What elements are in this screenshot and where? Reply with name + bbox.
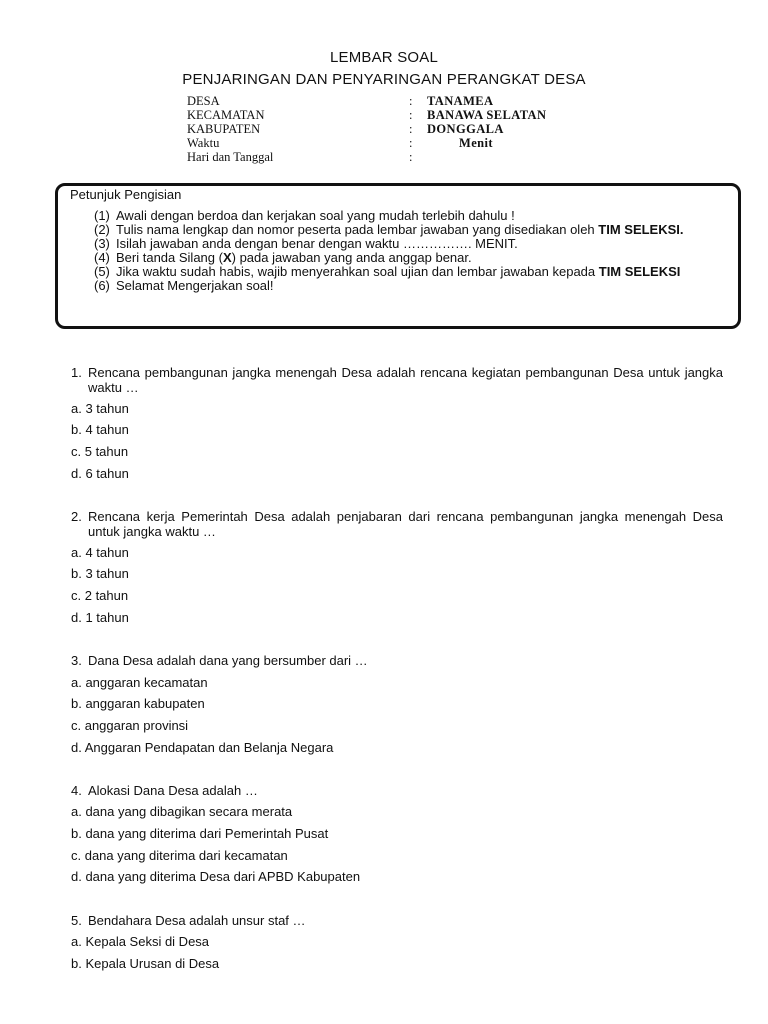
instruction-text: Tulis nama lengkap dan nomor peserta pada lembar jawaban yang disediakan oleh TIM SELEKSI.	[116, 222, 684, 237]
info-row-kecamatan	[187, 108, 607, 122]
instruction-number: (2)	[94, 222, 110, 237]
question-2	[71, 509, 723, 539]
instruction-item	[94, 279, 724, 293]
question-number: 3.	[71, 653, 82, 668]
info-value: BANAWA SELATAN	[427, 108, 547, 122]
info-value: TANAMEA	[427, 94, 494, 108]
instruction-number: (3)	[94, 236, 110, 251]
page-subtitle: PENJARINGAN DAN PENYARINGAN PERANGKAT DESA	[182, 71, 586, 88]
info-colon: :	[409, 150, 413, 164]
info-colon: :	[409, 122, 413, 136]
instructions-list	[94, 209, 724, 293]
info-value: Menit	[459, 136, 493, 150]
option-4b[interactable]: b. dana yang diterima dari Pemerintah Pusat	[71, 826, 329, 841]
option-1d[interactable]: d. 6 tahun	[71, 466, 129, 481]
question-5	[71, 913, 723, 928]
info-colon: :	[409, 94, 413, 108]
info-row-hari-tanggal	[187, 150, 607, 164]
option-2a[interactable]: a. 4 tahun	[71, 545, 129, 560]
instruction-item	[94, 265, 724, 279]
info-label: DESA	[187, 94, 220, 108]
instruction-text: Beri tanda Silang (X) pada jawaban yang anda anggap benar.	[116, 250, 472, 265]
question-text: Rencana kerja Pemerintah Desa adalah penjabaran dari rencana pembangunan jangka menengah Desa untuk jangka waktu …	[88, 509, 723, 539]
instruction-item	[94, 237, 724, 251]
option-2d[interactable]: d. 1 tahun	[71, 610, 129, 625]
instruction-number: (4)	[94, 250, 110, 265]
instruction-item	[94, 251, 724, 265]
option-1a[interactable]: a. 3 tahun	[71, 401, 129, 416]
option-4a[interactable]: a. dana yang dibagikan secara merata	[71, 804, 293, 819]
question-number: 5.	[71, 913, 82, 928]
question-4	[71, 783, 723, 798]
info-row-kabupaten	[187, 122, 607, 136]
option-3a[interactable]: a. anggaran kecamatan	[71, 675, 208, 690]
info-colon: :	[409, 136, 413, 150]
info-label: Waktu	[187, 136, 220, 150]
info-row-desa	[187, 94, 607, 108]
instructions-title: Petunjuk Pengisian	[70, 187, 182, 202]
question-text: Alokasi Dana Desa adalah …	[88, 783, 258, 798]
instruction-text: Awali dengan berdoa dan kerjakan soal yang mudah terlebih dahulu !	[116, 208, 515, 223]
option-3d[interactable]: d. Anggaran Pendapatan dan Belanja Negara	[71, 740, 334, 755]
option-4d[interactable]: d. dana yang diterima Desa dari APBD Kabupaten	[71, 869, 361, 884]
option-4c[interactable]: c. dana yang diterima dari kecamatan	[71, 848, 288, 863]
question-text: Dana Desa adalah dana yang bersumber dari …	[88, 653, 368, 668]
instruction-text: Jika waktu sudah habis, wajib menyerahkan soal ujian dan lembar jawaban kepada TIM SELEKSI	[116, 264, 681, 279]
info-label: Hari dan Tanggal	[187, 150, 274, 164]
question-text: Rencana pembangunan jangka menengah Desa adalah rencana kegiatan pembangunan Desa untuk jangka waktu …	[88, 365, 723, 395]
option-5b[interactable]: b. Kepala Urusan di Desa	[71, 956, 220, 971]
option-5a[interactable]: a. Kepala Seksi di Desa	[71, 934, 210, 949]
info-colon: :	[409, 108, 413, 122]
instruction-number: (1)	[94, 208, 110, 223]
page-title: LEMBAR SOAL	[329, 49, 439, 66]
option-2c[interactable]: c. 2 tahun	[71, 588, 129, 603]
info-label: KECAMATAN	[187, 108, 265, 122]
question-1	[71, 365, 723, 395]
instruction-item	[94, 223, 724, 237]
question-number: 4.	[71, 783, 82, 798]
question-number: 1.	[71, 365, 82, 380]
question-text: Bendahara Desa adalah unsur staf …	[88, 913, 306, 928]
info-row-waktu	[187, 136, 607, 150]
instruction-number: (5)	[94, 264, 110, 279]
question-3	[71, 653, 723, 668]
option-3b[interactable]: b. anggaran kabupaten	[71, 696, 205, 711]
option-2b[interactable]: b. 3 tahun	[71, 566, 129, 581]
instruction-item	[94, 209, 724, 223]
option-1c[interactable]: c. 5 tahun	[71, 444, 129, 459]
instruction-number: (6)	[94, 278, 110, 293]
info-label: KABUPATEN	[187, 122, 261, 136]
question-number: 2.	[71, 509, 82, 524]
info-value: DONGGALA	[427, 122, 504, 136]
option-1b[interactable]: b. 4 tahun	[71, 422, 129, 437]
info-table	[187, 94, 607, 164]
option-3c[interactable]: c. anggaran provinsi	[71, 718, 189, 733]
instruction-text: Isilah jawaban anda dengan benar dengan waktu ……………. MENIT.	[116, 236, 518, 251]
instruction-text: Selamat Mengerjakan soal!	[116, 278, 274, 293]
